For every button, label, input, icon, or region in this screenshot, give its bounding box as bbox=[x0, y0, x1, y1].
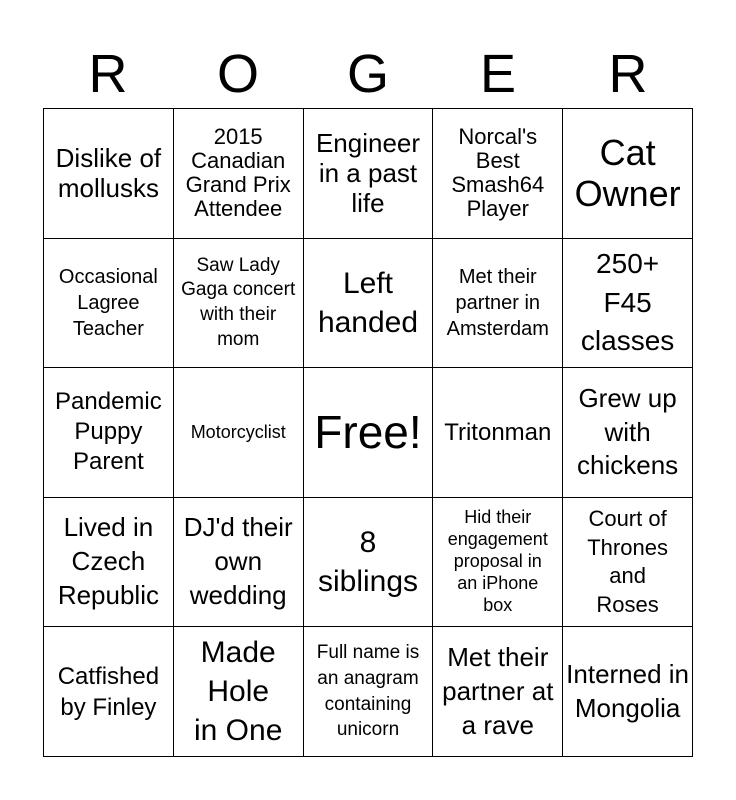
cell-label: Engineer in a past life bbox=[315, 128, 421, 219]
cell-label: Tritonman bbox=[444, 418, 552, 446]
cell-label: 2015 Canadian Grand Prix Attendee bbox=[185, 123, 291, 222]
cell-label: Lived in Czech Republic bbox=[57, 512, 159, 610]
bingo-cell[interactable] bbox=[433, 239, 563, 369]
cell-label: Norcal's Best Smash64 Player bbox=[451, 123, 545, 222]
bingo-cell[interactable] bbox=[433, 627, 563, 757]
cell-label: Met their partner in Amsterdam bbox=[446, 265, 549, 340]
bingo-cell[interactable] bbox=[44, 498, 174, 628]
cell-label: Interned in Mongolia bbox=[566, 658, 690, 723]
header-letter-o: O bbox=[216, 44, 259, 104]
bingo-cell[interactable] bbox=[44, 627, 174, 757]
cell-label: Free! bbox=[314, 405, 422, 458]
bingo-cell[interactable] bbox=[174, 627, 304, 757]
bingo-cell[interactable] bbox=[563, 239, 693, 369]
bingo-cell[interactable] bbox=[433, 368, 563, 498]
header-letter-r2: R bbox=[608, 44, 648, 104]
cell-label: Pandemic Puppy Parent bbox=[55, 388, 162, 476]
header-letter-e: E bbox=[479, 44, 517, 104]
cell-label: Left handed bbox=[317, 266, 419, 339]
bingo-cell[interactable] bbox=[563, 627, 693, 757]
bingo-cell[interactable] bbox=[44, 109, 174, 239]
cell-label: Occasional Lagree Teacher bbox=[58, 265, 158, 340]
cell-label: Saw Lady Gaga concert with their mom bbox=[181, 254, 296, 350]
bingo-cell[interactable] bbox=[304, 109, 434, 239]
cell-label: Met their partner at a rave bbox=[442, 642, 554, 740]
bingo-cell[interactable] bbox=[174, 109, 304, 239]
cell-label: Dislike of mollusks bbox=[55, 143, 162, 204]
cell-label: Grew up with chickens bbox=[577, 382, 679, 481]
cell-label: Cat Owner bbox=[574, 131, 681, 215]
bingo-cell[interactable] bbox=[174, 498, 304, 628]
cell-label: 8 siblings bbox=[317, 526, 419, 599]
bingo-cell[interactable] bbox=[44, 368, 174, 498]
bingo-cell[interactable] bbox=[563, 109, 693, 239]
cell-label: Court of Thrones and Roses bbox=[587, 505, 668, 617]
cell-label: Full name is an anagram containing unicorn bbox=[316, 642, 420, 741]
bingo-cell[interactable] bbox=[304, 368, 434, 498]
bingo-cell[interactable] bbox=[174, 239, 304, 369]
bingo-cell[interactable] bbox=[563, 498, 693, 628]
bingo-cell[interactable] bbox=[433, 498, 563, 628]
bingo-cell[interactable] bbox=[174, 368, 304, 498]
bingo-cell[interactable] bbox=[44, 239, 174, 369]
cell-label: Catfished by Finley bbox=[57, 662, 160, 721]
header-letter-r: R bbox=[88, 44, 128, 104]
bingo-cell[interactable] bbox=[304, 498, 434, 628]
bingo-cell[interactable] bbox=[304, 627, 434, 757]
cell-label: Made Hole in One bbox=[194, 636, 283, 748]
bingo-cell[interactable] bbox=[563, 368, 693, 498]
cell-label: Motorcyclist bbox=[190, 422, 286, 443]
bingo-board bbox=[43, 108, 693, 757]
header-letter-g: G bbox=[346, 44, 389, 104]
bingo-cell[interactable] bbox=[433, 109, 563, 239]
bingo-header bbox=[43, 40, 693, 108]
cell-label: Hid their engagement proposal in an iPhone box bbox=[447, 507, 548, 616]
cell-label: DJ'd their own wedding bbox=[183, 512, 293, 610]
cell-label: 250+ F45 classes bbox=[580, 247, 675, 357]
bingo-cell[interactable] bbox=[304, 239, 434, 369]
